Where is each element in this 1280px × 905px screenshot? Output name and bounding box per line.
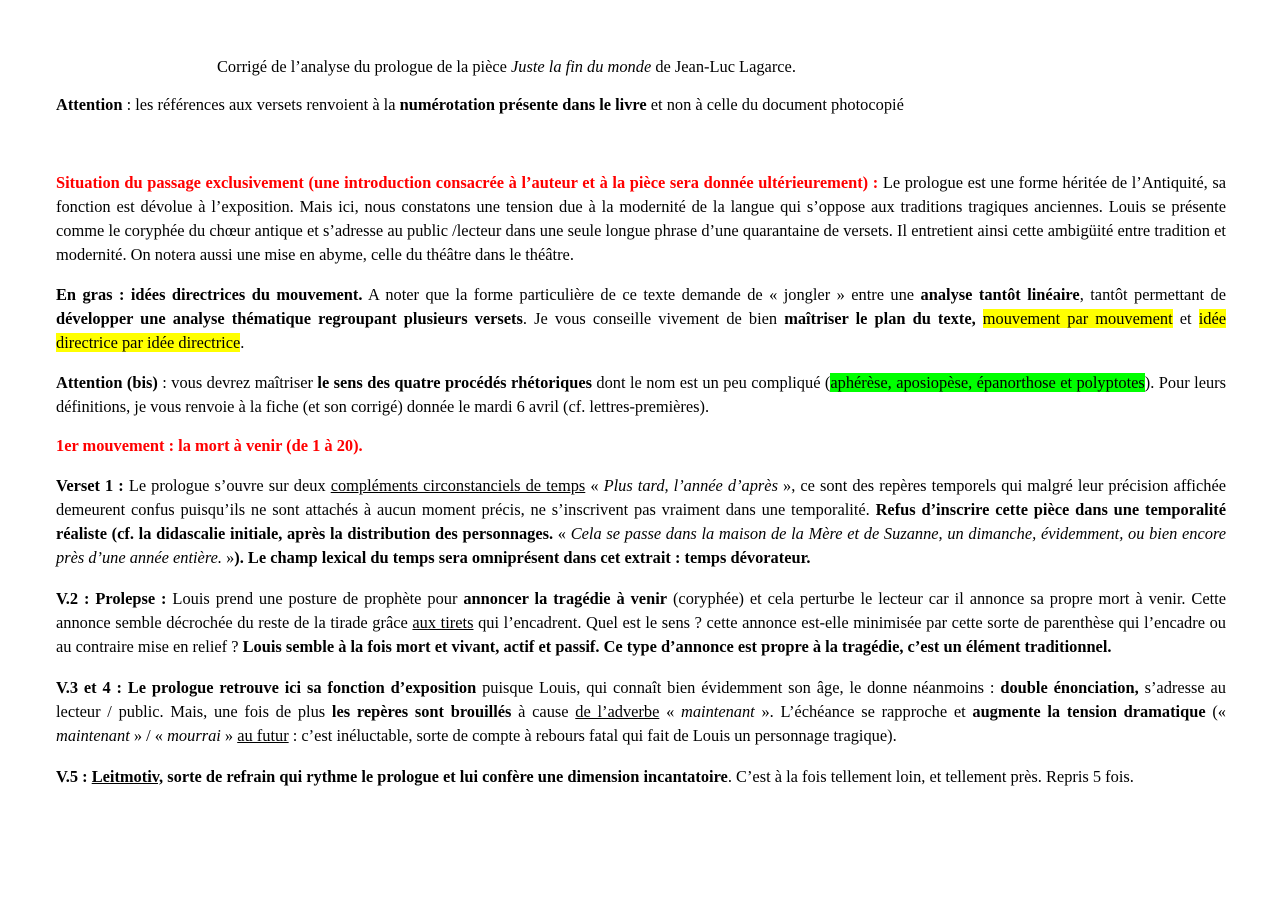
document-title: Corrigé de l’analyse du prologue de la pièce Juste la fin du monde de Jean-Luc Lagarce. (217, 57, 796, 76)
verset-3-4-paragraph: V.3 et 4 : Le prologue retrouve ici sa fonction d’exposition puisque Louis, qui connaît bien évidemment son âge, le donne néanmoins : double énonciation, s’adresse au lecteur / public. Mais, une fois de plus les repères sont brouillés à cause de l’adverbe « maintenant ». L’échéance se rapproche et augmente la tension dramatique (« maintenant » / « mourrai » au futur : c’est inéluctable, sorte de compte à rebours fatal qui fait de Louis un personnage tragique). (56, 677, 1226, 746)
en-gras-paragraph: En gras : idées directrices du mouvement. A noter que la forme particulière de ce texte demande de « jongler » entre une analyse tantôt linéaire, tantôt permettant de développer une analyse thématique regroupant plusieurs versets. Je vous conseille vivement de bien maîtriser le plan du texte, mouvement par mouvement et idée directrice par idée directrice. (56, 284, 1227, 353)
work-title: Juste la fin du monde (511, 57, 652, 76)
verset-1-paragraph: Verset 1 : Le prologue s’ouvre sur deux compléments circonstanciels de temps « Plus tard, l’année d’après », ce sont des repères temporels qui malgré leur précision affichée demeurent confus puisqu’ils ne sont attachés à aucun moment précis, ne s’inscrivent pas vraiment dans une temporalité. Refus d’inscrire cette pièce dans une temporalité réaliste (cf. la didascalie initiale, après la distribution des personnages. « Cela se passe dans la maison de la Mère et de Suzanne, un dimanche, évidemment, ou bien encore près d’une année entière. »). Le champ lexical du temps sera omniprésent dans cet extrait : temps dévorateur. (56, 475, 1227, 568)
yellow-highlight: mouvement par mouvement (982, 309, 1173, 329)
document-page (56, 55, 1226, 789)
yellow-highlight: idée directrice par idée directrice (56, 309, 1227, 353)
mouvement-heading: 1er mouvement : la mort à venir (de 1 à 20). (56, 436, 363, 456)
attention-note: Attention : les références aux versets renvoient à la numérotation présente dans le livre et non à celle du document photocopié (56, 95, 904, 115)
situation-heading: Situation du passage exclusivement (une introduction consacrée à l’auteur et à la pièce sera donnée ultérieurement) : (56, 172, 879, 192)
attention-bis-paragraph: Attention (bis) : vous devrez maîtriser le sens des quatre procédés rhétoriques dont le nom est un peu compliqué (aphérèse, aposiopèse, épanorthose et polyptotes). Pour leurs définitions, je vous renvoie à la fiche (et son corrigé) donnée le mardi 6 avril (cf. lettres-premières). (56, 372, 1226, 416)
green-highlight: aphérèse, aposiopèse, épanorthose et polyptotes (830, 372, 1145, 392)
situation-paragraph: Situation du passage exclusivement (une introduction consacrée à l’auteur et à la pièce sera donnée ultérieurement) : Le prologue est une forme héritée de l’Antiquité, sa fonction est dévolue à l’exposition. Mais ici, nous constatons une tension due à la modernité de la langue qui s’oppose aux traditions tragiques anciennes. Louis se présente comme le coryphée du chœur antique et s’adresse au public /lecteur dans une seule longue phrase d’une quarantaine de versets. Il entretient ainsi cette ambigüité entre tradition et modernité. On notera aussi une mise en abyme, celle du théâtre dans le théâtre. (56, 172, 1226, 265)
verset-2-paragraph: V.2 : Prolepse : Louis prend une posture de prophète pour annoncer la tragédie à venir (coryphée) et cela perturbe le lecteur car il annonce sa propre mort à venir. Cette annonce semble décrochée du reste de la tirade grâce aux tirets qui l’encadrent. Quel est le sens ? cette annonce est-elle minimisée par cette sorte de parenthèse qui l’encadre ou au contraire mise en relief ? Louis semble à la fois mort et vivant, actif et passif. Ce type d’annonce est propre à la tragédie, c’est un élément traditionnel. (56, 588, 1226, 657)
verset-5-paragraph: V.5 : Leitmotiv, sorte de refrain qui rythme le prologue et lui confère une dimension incantatoire. C’est à la fois tellement loin, et tellement près. Repris 5 fois. (56, 766, 1134, 786)
